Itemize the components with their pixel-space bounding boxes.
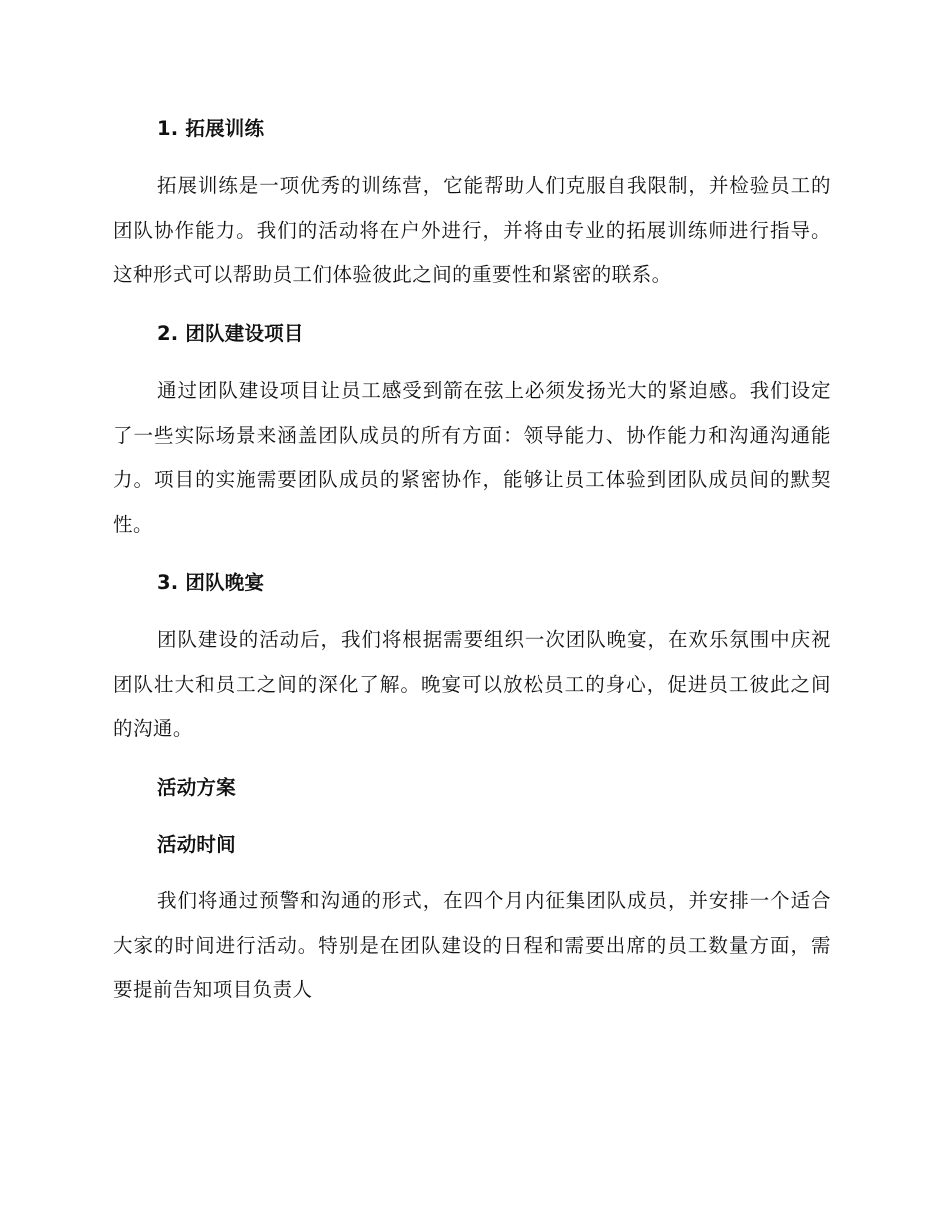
section-paragraph-team-dinner: 团队建设的活动后，我们将根据需要组织一次团队晚宴，在欢乐氛围中庆祝团队壮大和员工之间的深化了解。晚宴可以放松员工的身心，促进员工彼此之间的沟通。 <box>113 628 831 740</box>
section-heading-team-project: 2. 团队建设项目 <box>157 322 304 345</box>
section-heading-team-dinner: 3. 团队晚宴 <box>157 571 265 594</box>
plan-time-subheading: 活动时间 <box>157 833 236 856</box>
section-paragraph-outdoor-training: 拓展训练是一项优秀的训练营，它能帮助人们克服自我限制，并检验员工的团队协作能力。我们的活动将在户外进行，并将由专业的拓展训练师进行指导。这种形式可以帮助员工们体验彼此之间的重要性和紧密的联系。 <box>113 174 831 286</box>
plan-time-paragraph: 我们将通过预警和沟通的形式，在四个月内征集团队成员，并安排一个适合大家的时间进行活动。特别是在团队建设的日程和需要出席的员工数量方面，需要提前告知项目负责人 <box>113 889 831 1001</box>
section-heading-outdoor-training: 1. 拓展训练 <box>157 117 265 140</box>
plan-heading: 活动方案 <box>157 776 236 799</box>
section-paragraph-team-project: 通过团队建设项目让员工感受到箭在弦上必须发扬光大的紧迫感。我们设定了一些实际场景来涵盖团队成员的所有方面：领导能力、协作能力和沟通沟通能力。项目的实施需要团队成员的紧密协作，能够让员工体验到团队成员间的默契性。 <box>113 379 831 536</box>
